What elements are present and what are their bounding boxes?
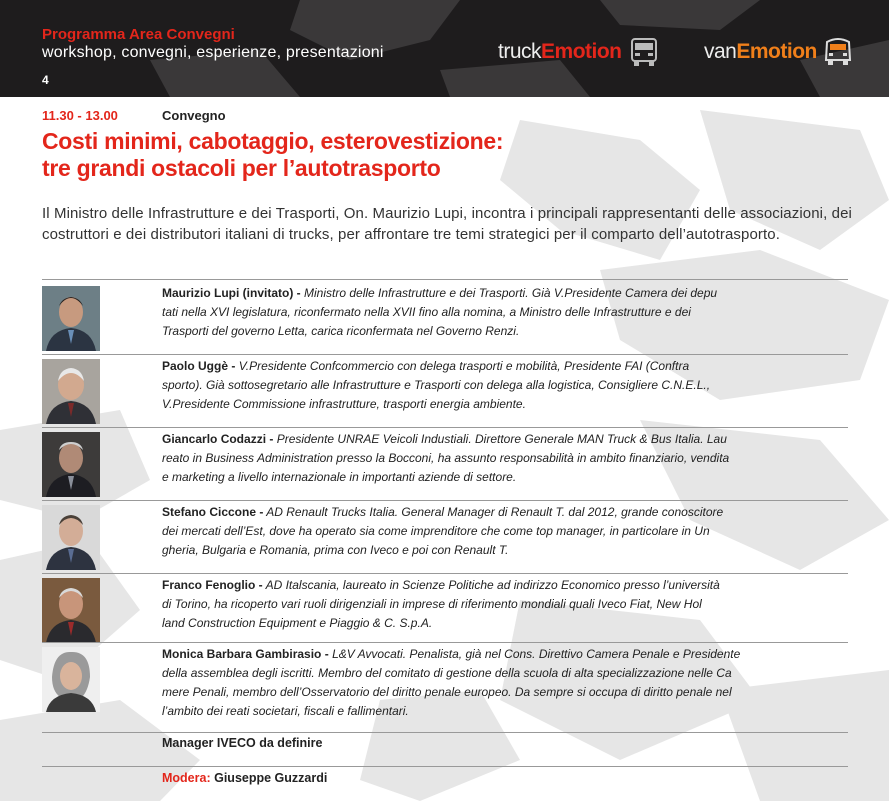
logo-text-part1: van	[704, 40, 737, 63]
divider	[42, 573, 848, 574]
truckemotion-logo	[498, 36, 660, 68]
bio-line: Trasporti del governo Letta, carica riconfermata nel Governo Renzi.	[162, 324, 520, 338]
moderator-name: Giuseppe Guzzardi	[214, 771, 328, 785]
speaker-name: Franco Fenoglio -	[162, 578, 263, 592]
header-banner	[0, 0, 889, 97]
session-title	[42, 128, 503, 182]
divider	[42, 279, 848, 280]
moderator	[162, 771, 327, 785]
divider	[42, 642, 848, 643]
speaker-name: Giancarlo Codazzi -	[162, 432, 274, 446]
speaker-bio	[162, 576, 848, 633]
bio-line: Ministro delle Infrastrutture e dei Trasporti. Già V.Presidente Camera dei depu	[304, 286, 718, 300]
truck-icon	[628, 36, 660, 68]
divider	[42, 500, 848, 501]
logo-text-part2: Emotion	[541, 40, 622, 63]
speaker-name: Paolo Uggè -	[162, 359, 236, 373]
bio-line: di Torino, ha ricoperto vari ruoli dirigenziali in imprese di riferimento mondiali quali Iveco Fiat, New Hol	[162, 597, 702, 611]
divider	[42, 354, 848, 355]
bio-line: V.Presidente Confcommercio con delega trasporti e mobilità, Presidente FAI (Conftra	[238, 359, 690, 373]
speaker-bio	[162, 503, 848, 560]
bio-line: l’ambito dei reati societari, fiscali e fallimentari.	[162, 704, 409, 718]
bio-line: tati nella XVI legislatura, riconfermato nella XVII fino alla nomina, a Ministro delle Infrastrutture e dei	[162, 305, 691, 319]
bio-line: AD Renault Trucks Italia. General Manager di Renault T. dal 2012, grande conoscitore	[266, 505, 724, 519]
speaker-entry	[42, 576, 848, 644]
bio-line: AD Italscania, laureato in Scienze Politiche ad indirizzo Economico presso l’università	[265, 578, 720, 592]
session-title-line: Costi minimi, cabotaggio, esterovestizione:	[42, 128, 504, 154]
bio-line: land Construction Equipment e Piaggio & C. S.p.A.	[162, 616, 433, 630]
speaker-bio	[162, 430, 848, 487]
bio-line: L&V Avvocati. Penalista, già nel Cons. Direttivo Camera Penale e Presidente	[332, 647, 741, 661]
speaker-name: Stefano Ciccone -	[162, 505, 264, 519]
speaker-photo	[42, 647, 100, 712]
bio-line: dei mercati dell’Est, dove ha operato sia come imprenditore che come top manager, in particolare in Un	[162, 524, 710, 538]
speaker-bio	[162, 284, 848, 341]
speaker-photo	[42, 286, 100, 351]
speaker-photo	[42, 578, 100, 643]
bio-line: gheria, Bulgaria e Romania, prima con Iveco e poi con Renault T.	[162, 543, 509, 557]
speaker-photo	[42, 432, 100, 497]
speaker-entry	[42, 503, 848, 571]
speaker-entry	[42, 430, 848, 498]
speaker-photo	[42, 359, 100, 424]
bio-line: Presidente UNRAE Veicoli Industiali. Direttore Generale MAN Truck & Bus Italia. Lau	[276, 432, 727, 446]
session-type: Convegno	[162, 108, 226, 123]
session-intro: Il Ministro delle Infrastrutture e dei Trasporti, On. Maurizio Lupi, incontra i principali rappresentanti delle associazioni, dei costruttori e dei distributori italiani di trucks, per affrontare tre temi strategici per il comparto dell’autotrasporto.	[42, 205, 852, 243]
page-number: 4	[42, 73, 49, 87]
speaker-photo	[42, 505, 100, 570]
divider	[42, 732, 848, 733]
bio-line: mere Penali, membro dell’Osservatorio del diritto penale europeo. Da sempre si occupa di diritto penale nel	[162, 685, 732, 699]
session-title-line: tre grandi ostacoli per l’autotrasporto	[42, 155, 441, 181]
bio-line: e marketing a livello internazionale in importanti aziende di settore.	[162, 470, 517, 484]
area-subtitle: workshop, convegni, esperienze, presentazioni	[42, 44, 384, 61]
speaker-entry	[42, 284, 848, 352]
speaker-entry	[42, 645, 848, 731]
logo-text-part1: truck	[498, 40, 542, 63]
area-title: Programma Area Convegni	[42, 26, 235, 43]
speaker-name: Monica Barbara Gambirasio -	[162, 647, 329, 661]
bio-line: della assemblea degli iscritti. Membro del comitato di gestione della scuola di alta specializzazione nelle Ca	[162, 666, 732, 680]
divider	[42, 766, 848, 767]
speaker-name: Maurizio Lupi (invitato) -	[162, 286, 301, 300]
program-content	[0, 97, 889, 801]
divider	[42, 427, 848, 428]
speaker-bio	[162, 645, 848, 721]
bio-line: sporto). Già sottosegretario alle Infrastrutture e Trasporti con delega alla logistica, Consigliere C.N.E.L.,	[162, 378, 711, 392]
bio-line: V.Presidente Commissione infrastrutture, trasporti energia ambiente.	[162, 397, 526, 411]
manager-note: Manager IVECO da definire	[162, 736, 323, 750]
session-time: 11.30 - 13.00	[42, 108, 118, 123]
vanemotion-logo	[704, 36, 853, 68]
moderator-label: Modera:	[162, 771, 211, 785]
logo-text-part2: Emotion	[736, 40, 817, 63]
bio-line: reato in Business Administration presso la Bocconi, ha assunto responsabilità in ambito finanziario, vendita	[162, 451, 730, 465]
speaker-entry	[42, 357, 848, 425]
speaker-bio	[162, 357, 848, 414]
van-icon	[823, 36, 853, 68]
